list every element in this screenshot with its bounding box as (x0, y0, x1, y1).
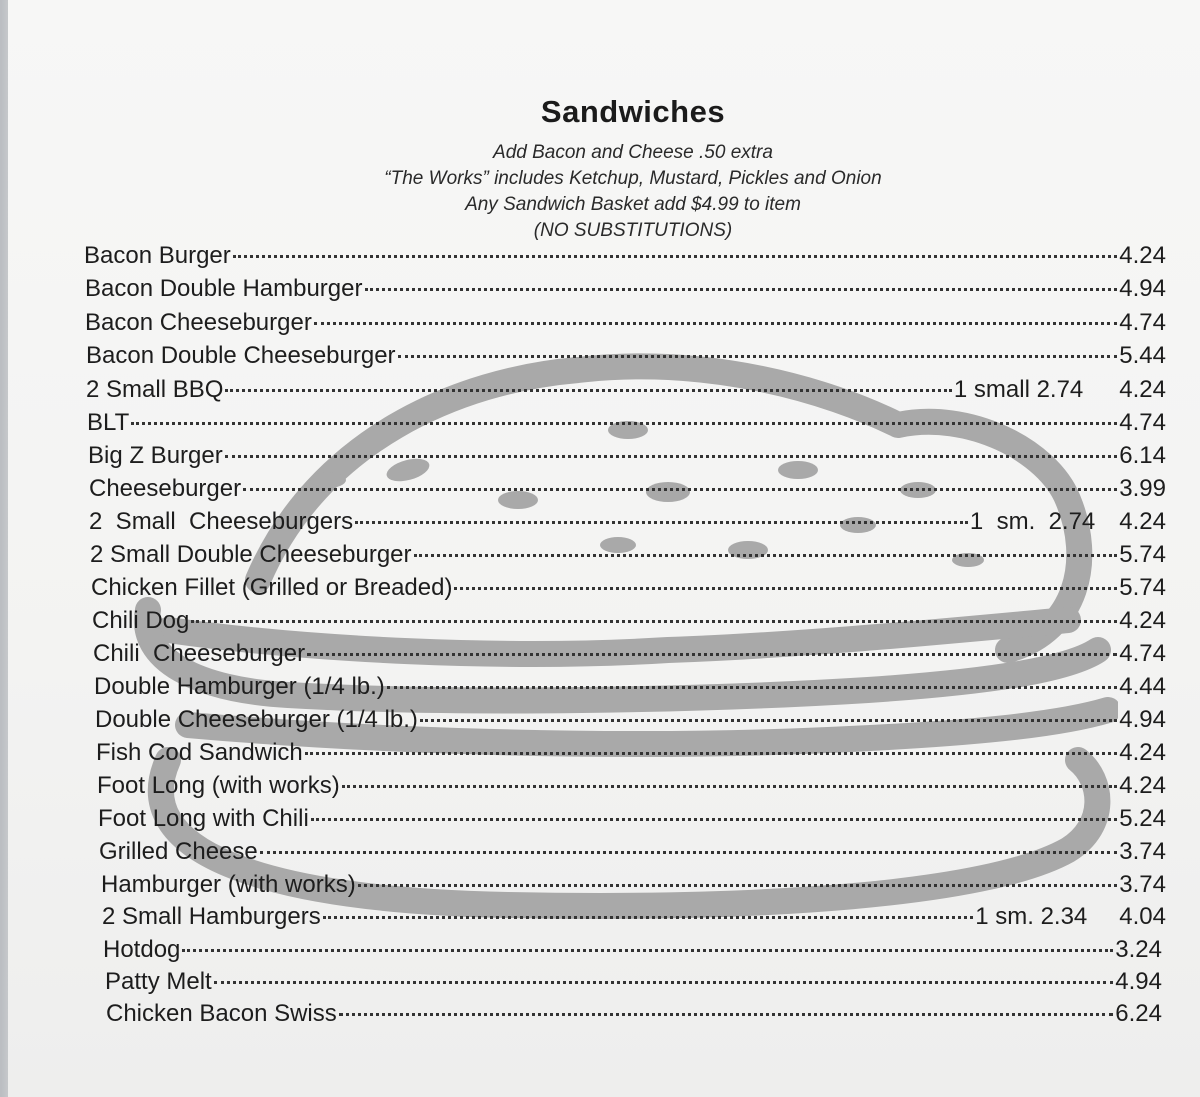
item-name: Cheeseburger (89, 475, 242, 502)
item-name: 2 Small Hamburgers (102, 903, 321, 930)
item-single-price: 1 sm. 2.34 (975, 903, 1088, 930)
leader-dots (414, 554, 1118, 557)
menu-item (88, 442, 1166, 474)
item-name: Double Cheeseburger (1/4 lb.) (95, 706, 418, 733)
item-name: Grilled Cheese (99, 838, 258, 865)
item-price: 3.24 (1115, 936, 1162, 963)
leader-dots (260, 851, 1118, 854)
leader-dots (342, 785, 1118, 788)
item-single-price: 1 sm. 2.74 (969, 508, 1096, 535)
menu-item (86, 342, 1166, 374)
item-price: 4.24 (1119, 607, 1166, 634)
item-name: Hotdog (103, 936, 181, 963)
menu-item (101, 871, 1166, 903)
item-price: 5.74 (1119, 541, 1166, 568)
item-price: 4.24 (1119, 376, 1166, 403)
item-price: 4.44 (1119, 673, 1166, 700)
item-name: Bacon Double Hamburger (85, 275, 363, 302)
leader-dots (307, 653, 1117, 656)
leader-dots (233, 255, 1118, 258)
item-price: 3.99 (1119, 475, 1166, 502)
item-price: 6.14 (1119, 442, 1166, 469)
leader-dots (323, 916, 973, 919)
note-basket: Any Sandwich Basket add $4.99 to item (465, 194, 801, 215)
leader-dots (131, 422, 1117, 425)
item-name: Chili Cheeseburger (93, 640, 306, 667)
item-name: Bacon Cheeseburger (85, 309, 312, 336)
item-price: 4.24 (1119, 508, 1166, 535)
menu-item (86, 376, 1166, 408)
item-name: Hamburger (with works) (101, 871, 356, 898)
menu-item (92, 607, 1166, 639)
menu-item (90, 541, 1166, 573)
menu-header (8, 92, 1200, 244)
item-name: Chili Dog (92, 607, 190, 634)
leader-dots (454, 587, 1117, 590)
leader-dots (225, 389, 951, 392)
menu-item (105, 968, 1162, 1000)
item-price: 4.94 (1119, 275, 1166, 302)
item-price: 4.94 (1119, 706, 1166, 733)
item-price: 4.74 (1119, 309, 1166, 336)
leader-dots (355, 521, 968, 524)
item-price: 5.74 (1119, 574, 1166, 601)
leader-dots (365, 288, 1118, 291)
item-name: Double Hamburger (1/4 lb.) (94, 673, 385, 700)
item-price: 4.04 (1119, 903, 1166, 930)
leader-dots (182, 949, 1113, 952)
item-price: 4.24 (1119, 772, 1166, 799)
item-price: 3.74 (1119, 871, 1166, 898)
note-bacon-cheese: Add Bacon and Cheese .50 extra (493, 142, 773, 163)
item-single-price: 1 small 2.74 (953, 376, 1084, 403)
leader-dots (398, 355, 1118, 358)
item-name: BLT (87, 409, 130, 436)
menu-item (84, 242, 1166, 274)
item-name: 2 Small BBQ (86, 376, 224, 403)
leader-dots (243, 488, 1117, 491)
note-no-substitutions: (NO SUBSTITUTIONS) (533, 220, 733, 241)
leader-dots (420, 719, 1117, 722)
menu-item (87, 409, 1166, 441)
menu-item (97, 772, 1166, 804)
menu-item (99, 838, 1166, 870)
note-the-works: “The Works” includes Ketchup, Mustard, Pickles and Onion (384, 168, 882, 189)
leader-dots (305, 752, 1118, 755)
leader-dots (387, 686, 1117, 689)
leader-dots (314, 322, 1117, 325)
menu-item (85, 309, 1166, 341)
menu-item (95, 706, 1166, 738)
leader-dots (311, 818, 1118, 821)
item-name: Chicken Fillet (Grilled or Breaded) (91, 574, 453, 601)
menu-item (85, 275, 1166, 307)
menu-item (89, 475, 1166, 507)
item-price: 5.44 (1119, 342, 1166, 369)
menu-item (103, 936, 1162, 968)
item-name: Patty Melt (105, 968, 212, 995)
menu-item (96, 739, 1166, 771)
item-name: 2 Small Cheeseburgers (89, 508, 354, 535)
item-price: 4.74 (1119, 640, 1166, 667)
item-price: 4.24 (1119, 242, 1166, 269)
item-price: 4.74 (1119, 409, 1166, 436)
item-name: Fish Cod Sandwich (96, 739, 303, 766)
item-name: Big Z Burger (88, 442, 223, 469)
item-name: Foot Long with Chili (98, 805, 309, 832)
menu-item (106, 1000, 1162, 1032)
menu-page (8, 0, 1200, 1097)
menu-item (94, 673, 1166, 705)
item-name: Chicken Bacon Swiss (106, 1000, 337, 1027)
menu-item (93, 640, 1166, 672)
menu-item (98, 805, 1166, 837)
leader-dots (339, 1013, 1114, 1016)
leader-dots (191, 620, 1117, 623)
menu-item (91, 574, 1166, 606)
item-price: 3.74 (1119, 838, 1166, 865)
item-name: 2 Small Double Cheeseburger (90, 541, 412, 568)
menu-item (89, 508, 1166, 540)
item-name: Foot Long (with works) (97, 772, 340, 799)
item-name: Bacon Double Cheeseburger (86, 342, 396, 369)
item-price: 5.24 (1119, 805, 1166, 832)
item-name: Bacon Burger (84, 242, 231, 269)
leader-dots (214, 981, 1114, 984)
section-title: Sandwiches (540, 94, 726, 129)
item-price: 6.24 (1115, 1000, 1162, 1027)
item-price: 4.94 (1115, 968, 1162, 995)
leader-dots (358, 884, 1118, 887)
leader-dots (225, 455, 1118, 458)
item-price: 4.24 (1119, 739, 1166, 766)
menu-item (102, 903, 1166, 935)
